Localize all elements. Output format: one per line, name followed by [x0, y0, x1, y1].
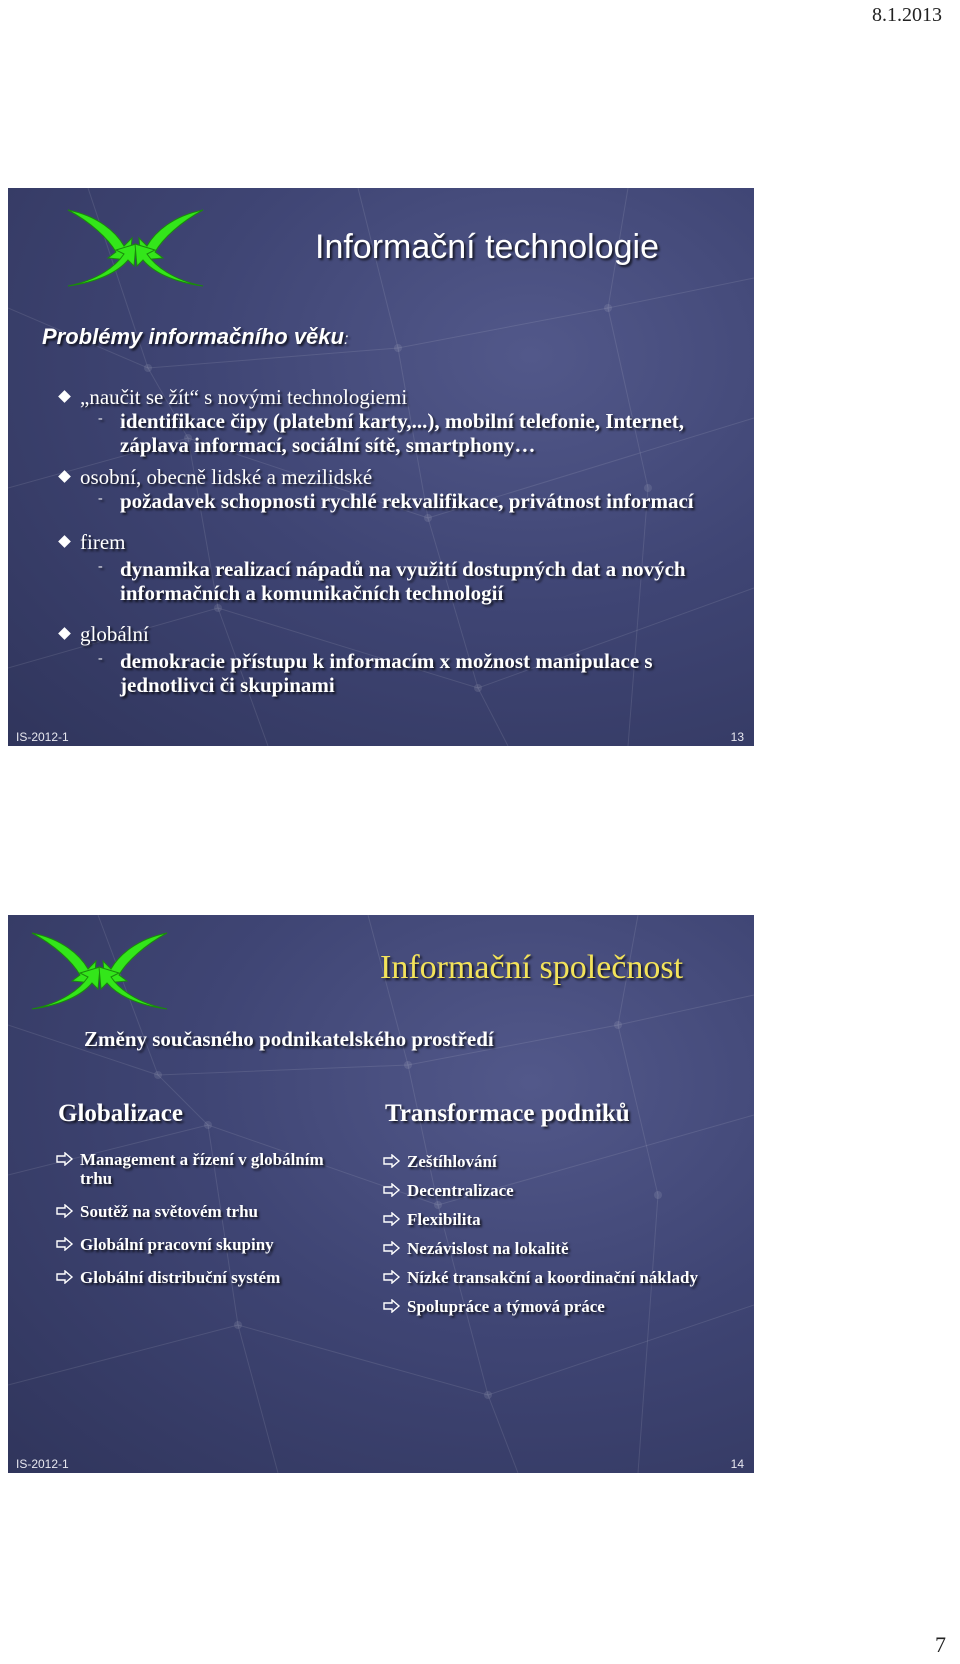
bullet-item: firem: [56, 530, 736, 554]
list-item: Nízké transakční a koordinační náklady: [383, 1268, 703, 1287]
logo-arrows-icon: [22, 925, 177, 1015]
right-list: [383, 1152, 703, 1316]
arrow-right-icon: [383, 1212, 401, 1226]
sub-item: - požadavek schopnosti rychlé rekvalifikace, privátnost informací: [98, 489, 694, 513]
logo-arrows-icon: [58, 202, 213, 292]
list-item: Flexibilita: [383, 1210, 703, 1229]
diamond-bullet-icon: [58, 627, 71, 640]
bullet-item: osobní, obecně lidské a mezilidské: [56, 465, 736, 489]
arrow-right-icon: [56, 1237, 74, 1251]
bullet-list: [56, 385, 736, 697]
list-item: Soutěž na světovém trhu: [56, 1202, 346, 1221]
arrow-right-icon: [383, 1154, 401, 1168]
list-item: Spolupráce a týmová práce: [383, 1297, 703, 1316]
slide-footer-course: IS-2012-1: [16, 730, 69, 744]
sub-item: - dynamika realizací nápadů na využití dostupných dat a nových informačních a komunikačních technologií: [98, 557, 686, 605]
slide-title: Informační společnost: [380, 949, 684, 986]
list-item: Globální distribuční systém: [56, 1268, 346, 1287]
slide-13: [8, 188, 754, 746]
slide-subtitle: Změny současného podnikatelského prostředí: [84, 1027, 494, 1051]
dash-bullet-icon: -: [98, 411, 103, 426]
list-item: Nezávislost na lokalitě: [383, 1239, 703, 1258]
column-heading-left: Globalizace: [58, 1100, 183, 1127]
sub-item: - identifikace čipy (platební karty,...), mobilní telefonie, Internet, záplava informací, sociální sítě, smartphony…: [98, 409, 685, 457]
arrow-right-icon: [383, 1183, 401, 1197]
bullet-item: „naučit se žít“ s novými technologiemi: [56, 385, 736, 409]
diamond-bullet-icon: [58, 535, 71, 548]
dash-bullet-icon: -: [98, 651, 103, 666]
slide-subtitle: Problémy informačního věku:: [42, 324, 349, 349]
dash-bullet-icon: -: [98, 491, 103, 506]
list-item: Management a řízení v globálním trhu: [56, 1150, 346, 1188]
arrow-right-icon: [383, 1241, 401, 1255]
arrow-right-icon: [56, 1270, 74, 1284]
arrow-right-icon: [56, 1204, 74, 1218]
slide-14: [8, 915, 754, 1473]
slide-number: 14: [730, 1457, 744, 1471]
list-item: Globální pracovní skupiny: [56, 1235, 346, 1254]
page-date: 8.1.2013: [872, 4, 942, 26]
diamond-bullet-icon: [58, 390, 71, 403]
list-item: Zeštíhlování: [383, 1152, 703, 1171]
left-list: [56, 1150, 346, 1287]
arrow-right-icon: [56, 1152, 74, 1166]
arrow-right-icon: [383, 1299, 401, 1313]
bullet-item: globální: [56, 622, 736, 646]
sub-item: - demokracie přístupu k informacím x možnost manipulace s jednotlivci či skupinami: [98, 649, 653, 697]
list-item: Decentralizace: [383, 1181, 703, 1200]
slide-number: 13: [730, 730, 744, 744]
slide-title: Informační technologie: [315, 228, 659, 266]
diamond-bullet-icon: [58, 470, 71, 483]
dash-bullet-icon: -: [98, 559, 103, 574]
arrow-right-icon: [383, 1270, 401, 1284]
slide-footer-course: IS-2012-1: [16, 1457, 69, 1471]
column-heading-right: Transformace podniků: [385, 1100, 630, 1127]
page-number: 7: [935, 1632, 946, 1657]
